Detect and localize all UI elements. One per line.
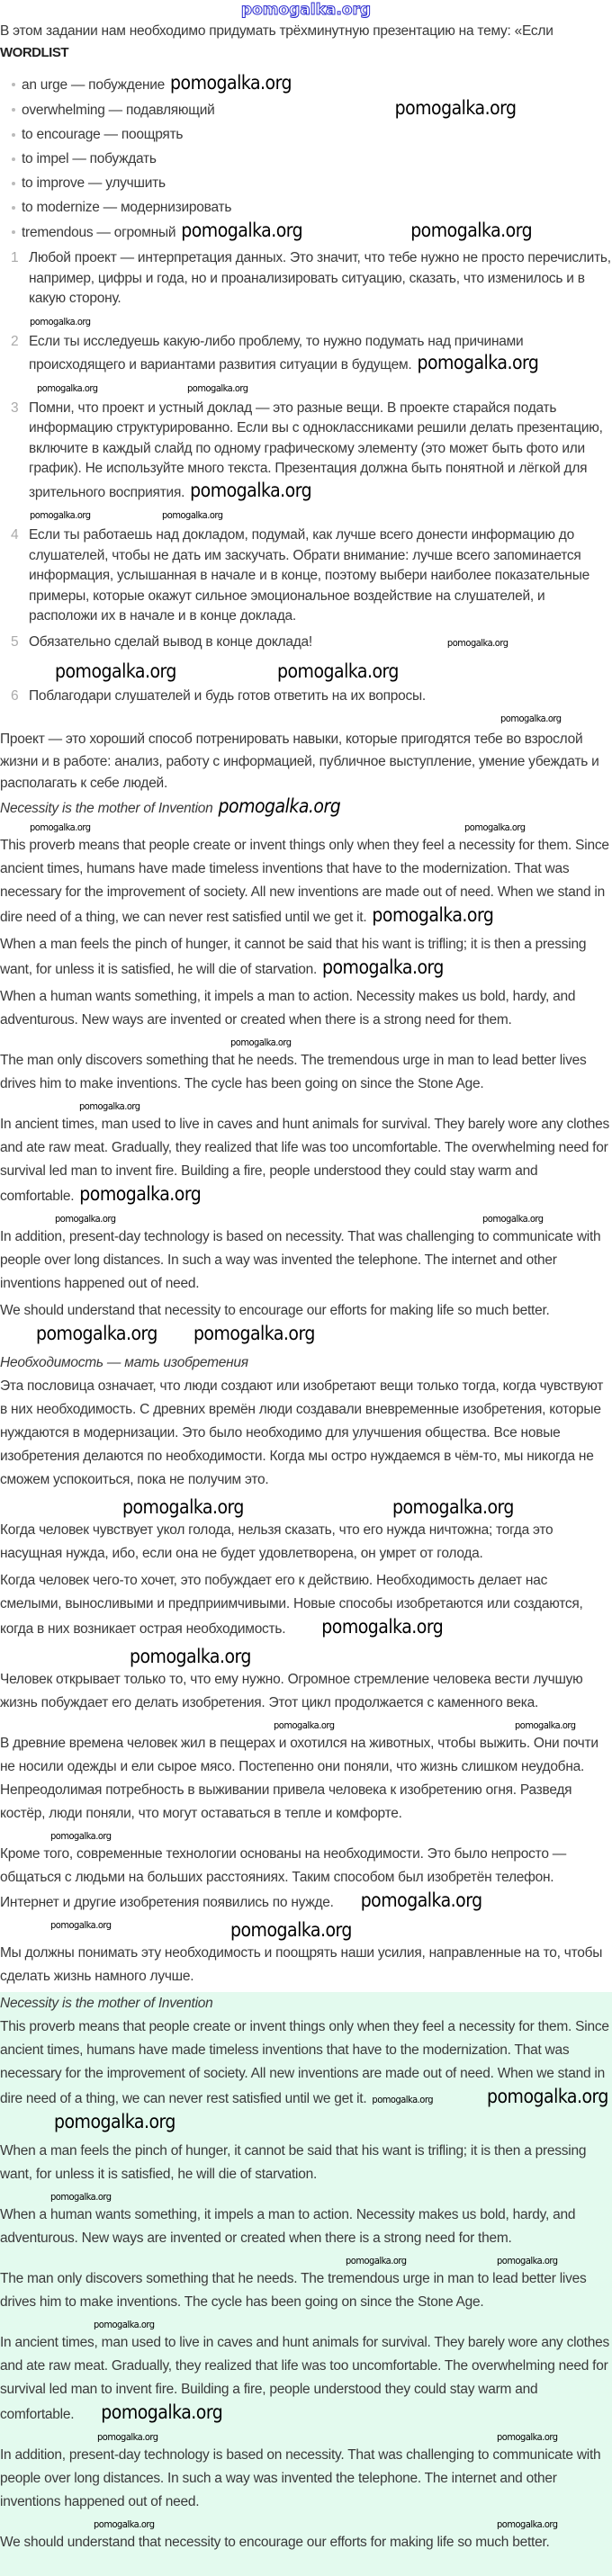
watermark-row bbox=[0, 2190, 612, 2204]
tip-number: 4 bbox=[11, 527, 19, 543]
wordlist-text: to improve — улучшить bbox=[22, 175, 166, 191]
tip-item bbox=[0, 399, 612, 504]
bullet-icon bbox=[12, 182, 15, 185]
watermark-row bbox=[0, 660, 612, 683]
essay-paragraph: In addition, present-day technology is based on necessity. That was challenging to communicate with people over long distances. In such a way was invented the telephone. The internet and other inventions happened out of need. bbox=[0, 1228, 601, 1291]
tip-text: Помни, что проект и устный доклад — это разные вещи. В проекте старайся подать информацию структурированно. Если вы с одноклассниками решили делать презентацию, включите в каждый слайд по одному графическому элементу (это может быть фото или график). Не используйте много текста. Презентация должна быть понятной и лёгкой для зрительного восприятия. bbox=[29, 399, 603, 500]
watermark-row bbox=[0, 1918, 612, 1942]
essay-paragraph bbox=[0, 834, 612, 929]
tip-number: 1 bbox=[11, 250, 19, 265]
watermark: pomogalka.org bbox=[464, 821, 526, 833]
essay-paragraph: When a man feels the pinch of hunger, it cannot be said that his want is trifling; it is then a pressing want, for unless it is satisfied, he will die of starvation. bbox=[0, 2142, 587, 2182]
essay-paragraph: Мы должны понимать эту необходимость и поощрять наши усилия, направленные на то, чтобы сделать жизнь намного лучше. bbox=[0, 1944, 603, 1984]
essay-paragraph: The man only discovers something that he needs. The tremendous urge in man to lead better lives drives him to make inventions. The cycle has been going on since the Stone Age. bbox=[0, 1052, 587, 1091]
watermark: pomogalka.org bbox=[30, 509, 91, 521]
watermark: pomogalka.org bbox=[497, 2430, 558, 2443]
essay-russian bbox=[0, 1351, 612, 1988]
watermark: pomogalka.org bbox=[30, 821, 91, 833]
watermark: pomogalka.org bbox=[36, 1322, 158, 1344]
tip-text: Любой проект — интерпретация данных. Это значит, что тебе нужно не просто перечислить, например, цифры и года, но и проанализировать ситуацию, сказать, что изменилось и в какую сторону. bbox=[29, 250, 611, 306]
watermark: pomogalka.org bbox=[482, 1212, 544, 1225]
wordlist-text: to modernize — модернизировать bbox=[22, 200, 232, 215]
tip-number: 2 bbox=[11, 333, 19, 349]
intro-text: В этом задании нам необходимо придумать трёхминутную презентацию на тему: «Если bbox=[0, 23, 554, 39]
watermark-row bbox=[0, 821, 612, 834]
wordlist bbox=[0, 72, 612, 245]
watermark: pomogalka.org bbox=[497, 2254, 558, 2266]
tip-item bbox=[0, 332, 612, 376]
watermark-row bbox=[0, 712, 612, 725]
watermark-row bbox=[0, 1829, 612, 1843]
paragraph-text: Кроме того, современные технологии основаны на необходимости. Это было непросто — общаться с людьми на больших расстояниях. Таким способом был изобретён телефон. Интернет и другие изобретения появились по нужде. bbox=[0, 1845, 567, 1910]
watermark-row bbox=[0, 381, 612, 395]
wordlist-item bbox=[0, 97, 612, 122]
watermark-row bbox=[0, 1495, 612, 1519]
watermark: pomogalka.org bbox=[515, 1719, 576, 1731]
watermark: pomogalka.org bbox=[97, 2430, 158, 2443]
watermark-row bbox=[0, 1212, 612, 1225]
wordlist-item bbox=[0, 72, 612, 97]
watermark: pomogalka.org bbox=[30, 315, 91, 328]
paragraph-text: Когда человек чего-то хочет, это побуждает его к действию. Необходимость делает нас смелыми, выносливыми и предприимчивыми. Новые способы изобретаются или создаются, когда в них возникает острая необходимость. bbox=[0, 1572, 583, 1637]
essay-english bbox=[0, 795, 612, 1348]
wordlist-text: to encourage — поощрять bbox=[22, 127, 184, 142]
paragraph-text: This proverb means that people create or invent things only when they feel a necessity for them. Since ancient times, humans have made timeless inventions that have to the modernization. That was necessary for the improvement of society. All new inventions are made out of need. When we stand in dire need of a thing, we can never rest satisfied until we get it. bbox=[0, 837, 609, 925]
bullet-icon bbox=[12, 157, 15, 161]
watermark-row bbox=[0, 1036, 612, 1049]
watermark-row bbox=[0, 1719, 612, 1732]
watermark: pomogalka.org bbox=[230, 1036, 292, 1048]
wordlist-item bbox=[0, 147, 612, 171]
watermark: pomogalka.org bbox=[394, 97, 517, 119]
tip-number: 3 bbox=[11, 399, 19, 416]
paragraph-text: This proverb means that people create or invent things only when they feel a necessity for them. Since ancient times, humans have made timeless inventions that have to the modernization. That was necessary for the improvement of society. All new inventions are made out of need. When we stand in dire need of a thing, we can never rest satisfied until we get it. bbox=[0, 2018, 609, 2106]
watermark-row bbox=[0, 508, 612, 522]
tip-item bbox=[0, 248, 612, 310]
tip-item bbox=[0, 633, 612, 654]
tip-number: 6 bbox=[11, 687, 19, 704]
watermark: pomogalka.org bbox=[321, 1615, 444, 1638]
bullet-icon bbox=[12, 230, 15, 234]
tips-list bbox=[0, 248, 612, 725]
watermark-row bbox=[0, 1100, 612, 1113]
essay-title: Necessity is the mother of Invention bbox=[0, 1995, 213, 2011]
essay-title bbox=[0, 795, 612, 821]
watermark: pomogalka.org bbox=[122, 1495, 244, 1518]
watermark: pomogalka.org bbox=[181, 220, 303, 241]
bullet-icon bbox=[12, 206, 15, 210]
watermark: pomogalka.org bbox=[218, 794, 341, 817]
essay-paragraph bbox=[0, 2331, 612, 2427]
watermark: pomogalka.org bbox=[130, 1645, 251, 1667]
tip-text: Если ты работаешь над докладом, подумай, как лучше всего донести информацию до слушателей, чтобы не дать им заскучать. Обрати внимание: лучше всего запоминается информация, услышанная в начале и в конце, поэтому выбери наиболее показательные примеры, которые окажут сильное эмоциональное воздействие на слушателей, и расположи их в начале и в конце доклада. bbox=[29, 527, 590, 624]
wordlist-item bbox=[0, 220, 612, 245]
watermark: pomogalka.org bbox=[193, 1322, 315, 1344]
bullet-icon bbox=[12, 83, 15, 86]
watermark: pomogalka.org bbox=[79, 1182, 202, 1205]
watermark: pomogalka.org bbox=[277, 660, 399, 682]
essay-paragraph: Человек открывает только то, что ему нужно. Огромное стремление человека вести лучшую жизнь побуждает его делать изобретения. Этот цикл продолжается с каменного века. bbox=[0, 1671, 583, 1710]
watermark-row bbox=[0, 2254, 612, 2267]
watermark: pomogalka.org bbox=[54, 2110, 176, 2132]
watermark: pomogalka.org bbox=[37, 381, 98, 394]
essay-paragraph: Эта пословица означает, что люди создают или изобретают вещи только тогда, когда чувствуют в них необходимость. С древних времён люди создавали вневременные изобретения, которые нуждаются в модернизации. Это было необходимо для улучшения общества. Все новые изобретения делаются по необходимости. Когда мы остро нуждаемся в чём-то, мы никогда не сможем успокоиться, пока не получим это. bbox=[0, 1378, 604, 1487]
watermark: pomogalka.org bbox=[392, 1495, 514, 1518]
watermark: pomogalka.org bbox=[170, 72, 292, 94]
watermark: pomogalka.org bbox=[79, 1100, 140, 1112]
tip-text: Если ты исследуешь какую-либо проблему, то нужно подумать над причинами происходящего и вариантами развития ситуации в будущем. bbox=[29, 333, 524, 372]
watermark-row bbox=[0, 315, 612, 328]
essay-paragraph bbox=[0, 1113, 612, 1208]
essay-paragraph bbox=[0, 2015, 612, 2136]
bullet-icon bbox=[12, 133, 15, 137]
watermark: pomogalka.org bbox=[50, 1829, 112, 1842]
watermark-row bbox=[0, 1645, 612, 1668]
watermark: pomogalka.org bbox=[322, 956, 444, 978]
watermark: pomogalka.org bbox=[230, 1918, 352, 1941]
watermark: pomogalka.org bbox=[372, 903, 494, 926]
essay-title: Необходимость — мать изобретения bbox=[0, 1354, 248, 1370]
watermark: pomogalka.org bbox=[187, 381, 248, 394]
watermark: pomogalka.org bbox=[162, 509, 223, 521]
essay-title-text: Necessity is the mother of Invention bbox=[0, 800, 213, 816]
watermark: pomogalka.org bbox=[410, 220, 533, 241]
watermark: pomogalka.org bbox=[190, 479, 312, 501]
essay-paragraph: Когда человек чувствует укол голода, нельзя сказать, что его нужда ничтожна; тогда это насущная нужда, ибо, если она не будет удовлетворена, он умрет от голода. bbox=[0, 1521, 554, 1561]
wordlist-text: tremendous — огромный bbox=[22, 225, 176, 240]
watermark: pomogalka.org bbox=[487, 2085, 608, 2107]
watermark: pomogalka.org bbox=[55, 1212, 116, 1225]
paragraph-text: In ancient times, man used to live in caves and hunt animals for survival. They barely wore any clothes and ate raw meat. Gradually, they realized that life was too uncomfortable. The overwhelming need for survival led man to invent fire. Building a fire, people understood they could stay warm and comfortable. bbox=[0, 1116, 609, 1204]
tip-number: 5 bbox=[11, 633, 19, 650]
wordlist-item bbox=[0, 171, 612, 195]
wordlist-text: to impel — побуждать bbox=[22, 151, 157, 166]
watermark: pomogalka.org bbox=[274, 1719, 335, 1731]
tip-text: Поблагодари слушателей и будь готов ответить на их вопросы. bbox=[29, 687, 426, 704]
watermark: pomogalka.org bbox=[417, 352, 539, 373]
watermark-row bbox=[0, 2430, 612, 2444]
project-summary: Проект — это хороший способ потренировать навыки, которые пригодятся тебе во взрослой жизни и в работе: анализ, работу с информацией, публичное выступление, умение убеждать и располагать к себе людей. bbox=[0, 732, 599, 791]
essay-paragraph bbox=[0, 1843, 612, 1915]
tip-item bbox=[0, 687, 612, 707]
paragraph-text: In ancient times, man used to live in caves and hunt animals for survival. They barely wore any clothes and ate raw meat. Gradually, they realized that life was too uncomfortable. The overwhelming need for survival led man to invent fire. Building a fire, people understood they could stay warm and comfortable. bbox=[0, 2334, 609, 2422]
watermark: pomogalka.org bbox=[50, 1918, 112, 1931]
paragraph-text: When a man feels the pinch of hunger, it cannot be said that his want is trifling; it is then a pressing want, for unless it is satisfied, he will die of starvation. bbox=[0, 936, 587, 977]
essay-paragraph: In addition, present-day technology is based on necessity. That was challenging to communicate with people over long distances. In such a way was invented the telephone. The internet and other inventions happened out of need. bbox=[0, 2446, 601, 2509]
paragraph-text: We should understand that necessity to encourage our efforts for making life so much better. bbox=[0, 1302, 550, 1318]
essay-paragraph: We should understand that necessity to encourage our efforts for making life so much better. bbox=[0, 2534, 550, 2550]
essay-english-highlighted bbox=[0, 1992, 612, 2576]
essay-paragraph: The man only discovers something that he needs. The tremendous urge in man to lead better lives drives him to make inventions. The cycle has been going on since the Stone Age. bbox=[0, 2270, 587, 2310]
wordlist-item bbox=[0, 195, 612, 220]
site-logo[interactable]: pomogalka.org bbox=[240, 1, 372, 19]
watermark: pomogalka.org bbox=[500, 713, 562, 724]
tip-text: Обязательно сделай вывод в конце доклада! bbox=[29, 633, 312, 650]
watermark-row bbox=[0, 2518, 612, 2531]
watermark-row bbox=[0, 2318, 612, 2331]
essay-paragraph: В древние времена человек жил в пещерах и охотился на животных, чтобы выжить. Они почти не носили одежды и ели сырое мясо. Постепенно они поняли, что жизнь слишком неудобна. Непреодолимая потребность в выживании привела человека к изобретению огня. Разведя костёр, люди поняли, что могут оставаться в тепле и комфорте. bbox=[0, 1735, 598, 1821]
watermark: pomogalka.org bbox=[446, 636, 508, 649]
watermark: pomogalka.org bbox=[101, 2401, 223, 2423]
watermark: pomogalka.org bbox=[346, 2254, 407, 2266]
tip-item bbox=[0, 525, 612, 627]
bullet-icon bbox=[12, 108, 15, 112]
watermark: pomogalka.org bbox=[94, 2518, 155, 2530]
essay-paragraph bbox=[0, 1299, 612, 1348]
watermark: pomogalka.org bbox=[497, 2518, 558, 2530]
watermark: pomogalka.org bbox=[55, 660, 176, 682]
wordlist-text: an urge — побуждение bbox=[22, 77, 166, 93]
watermark: pomogalka.org bbox=[360, 1889, 482, 1911]
essay-paragraph: When a human wants something, it impels a man to action. Necessity makes us bold, hardy, and adventurous. New ways are invented or created when there is a strong need for them. bbox=[0, 2206, 576, 2246]
essay-paragraph bbox=[0, 933, 612, 982]
watermark: pomogalka.org bbox=[372, 2093, 433, 2105]
wordlist-heading: WORDLIST bbox=[0, 45, 68, 60]
wordlist-text: overwhelming — подавляющий bbox=[22, 103, 215, 118]
essay-paragraph: When a human wants something, it impels a man to action. Necessity makes us bold, hardy, and adventurous. New ways are invented or created when there is a strong need for them. bbox=[0, 988, 576, 1028]
watermark: pomogalka.org bbox=[94, 2318, 155, 2330]
essay-paragraph bbox=[0, 1569, 612, 1641]
wordlist-item bbox=[0, 122, 612, 147]
watermark: pomogalka.org bbox=[50, 2190, 112, 2203]
